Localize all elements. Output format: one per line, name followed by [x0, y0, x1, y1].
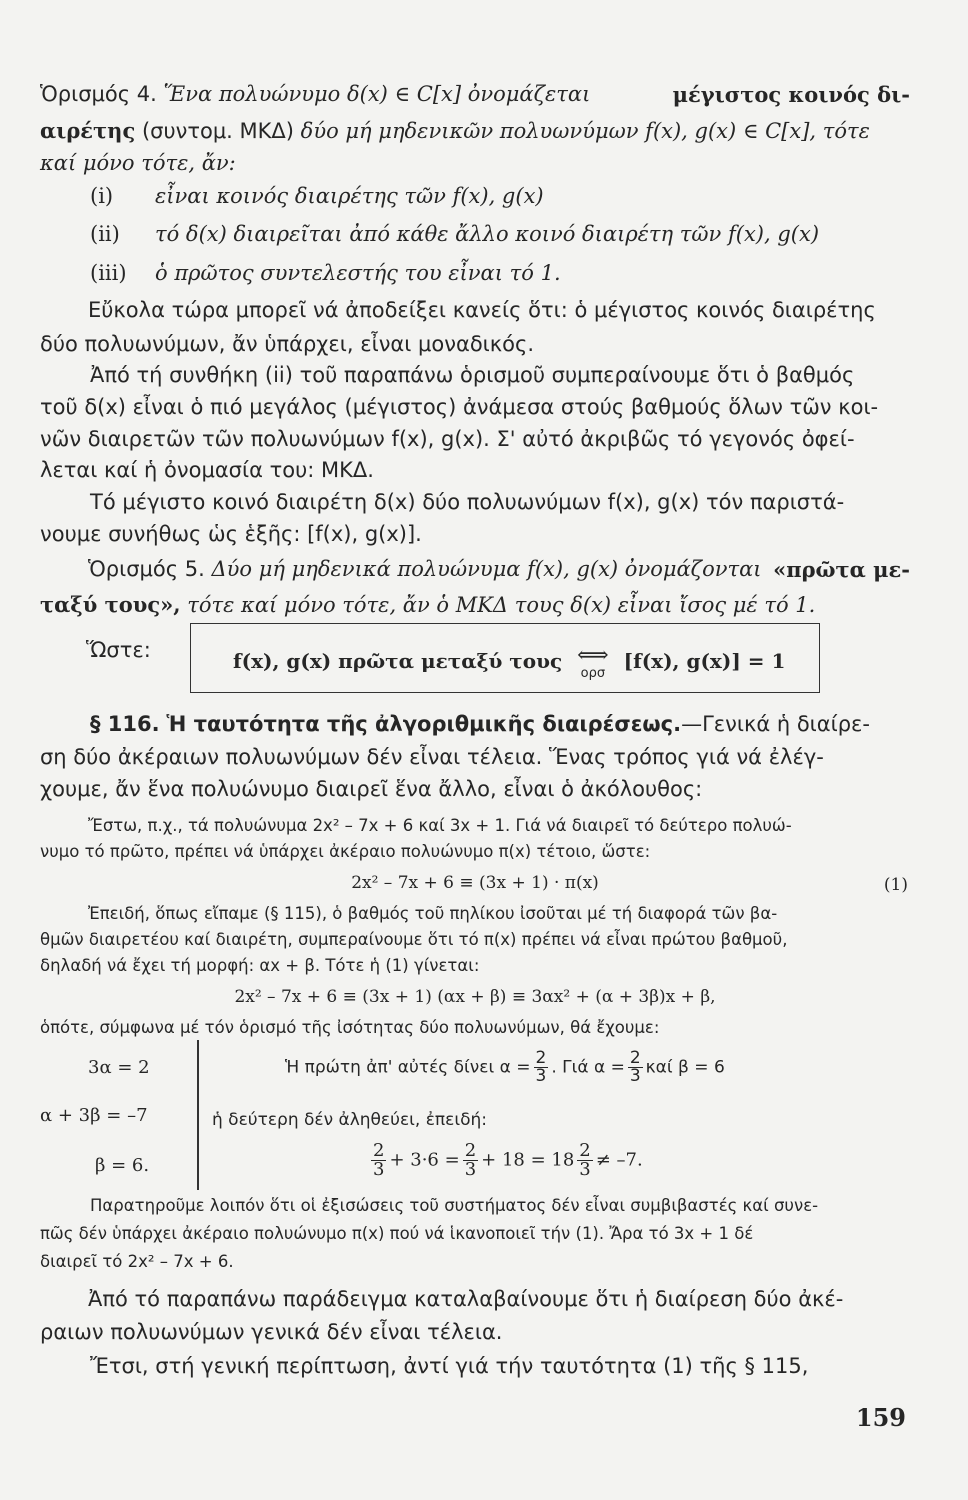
def4-item-num: (iii) [90, 261, 127, 285]
def4-item-text: εἶναι κοινός διαιρέτης τῶν f(x), g(x) [155, 184, 544, 208]
equation-1-number: (1) [883, 875, 908, 895]
para1-line: δύο πολυωνύμων, ἄν ὑπάρχει, εἶναι μοναδικός. [40, 332, 535, 356]
system-eq-c: β = 6. [95, 1155, 150, 1176]
para2-line: Ἀπό τή συνθήκη (ii) τοῦ παραπάνω ὁρισμοῦ συμπεραίνουμε ὅτι ὁ βαθμός [90, 363, 855, 387]
def5-line1: Ὁρισμός 5. Δύο μή μηδενικά πολυώνυμα f(x), g(x) ὀνομάζονται «πρῶτα με- [88, 557, 910, 582]
def4-item-text: ὁ πρῶτος συντελεστής του εἶναι τό 1. [155, 261, 561, 285]
system-divider [197, 1040, 199, 1190]
def4-item-num: (i) [90, 184, 114, 208]
closing-line: ραιων πολυωνύμων γενικά δέν εἶναι τέλεια. [40, 1320, 503, 1344]
example-line: Ἐπειδή, ὅπως εἴπαμε (§ 115), ὁ βαθμός τοῦ πηλίκου ἰσοῦται μέ τή διαφορά τῶν βα- [88, 904, 778, 923]
remark-line: πῶς δέν ὑπάρχει ἀκέραιο πολυώνυμο π(x) πού νά ἱκανοποιεῖ τήν (1). Ἄρα τό 3x + 1 δέ [40, 1224, 754, 1243]
para1-line: Εὔκολα τώρα μπορεῖ νά ἀποδείξει κανείς ὅτι: ὁ μέγιστος κοινός διαιρέτης [88, 298, 876, 322]
example-line: Ἔστω, π.χ., τά πολυώνυμα 2x² – 7x + 6 καί 3x + 1. Γιά νά διαιρεῖ τό δεύτερο πολυώ- [88, 816, 792, 835]
remark-line: διαιρεῖ τό 2x² – 7x + 6. [40, 1252, 234, 1271]
def5-line2: ταξύ τους», τότε καί μόνο τότε, ἄν ὁ ΜΚΔ τους δ(x) εἶναι ἴσος μέ τό 1. [40, 592, 816, 617]
system-eq-a: 3α = 2 [88, 1057, 150, 1078]
para2-line: λεται καί ἡ ὀνομασία του: ΜΚΔ. [40, 458, 374, 482]
system-eq-b: α + 3β = –7 [40, 1105, 148, 1126]
section-line: ση δύο ἀκέραιων πολυωνύμων δέν εἶναι τέλεια. Ἕνας τρόπος γιά νά ἐλέγ- [40, 745, 824, 769]
para3-line: Τό μέγιστο κοινό διαιρέτη δ(x) δύο πολυωνύμων f(x), g(x) τόν παριστά- [90, 490, 845, 514]
example-line: νυμο τό πρῶτο, πρέπει νά ὑπάρχει ἀκέραιο πολυώνυμο π(x) τέτοιο, ὥστε: [40, 842, 651, 861]
equation-2: 2x² – 7x + 6 ≡ (3x + 1) (αx + β) ≡ 3αx² + (α + 3β)x + β, [234, 987, 716, 1007]
example-line: δηλαδή νά ἔχει τή μορφή: αx + β. Τότε ἡ (1) γίνεται: [40, 956, 480, 975]
para2-line: νῶν διαιρετῶν τῶν πολυωνύμων f(x), g(x). Σ' αὐτό ἀκριβῶς τό γεγονός ὀφεί- [40, 427, 855, 451]
para3-line: νουμε συνήθως ὡς ἑξῆς: [f(x), g(x)]. [40, 522, 422, 546]
closing-line: Ἔτσι, στή γενική περίπτωση, ἀντί γιά τήν ταυτότητα (1) τῆς § 115, [90, 1354, 809, 1378]
remark-line: Παρατηροῦμε λοιπόν ὅτι οἱ ἐξισώσεις τοῦ συστήματος δέν εἶναι συμβιβαστές καί συνε- [90, 1196, 819, 1215]
boxed-formula: f(x), g(x) πρῶτα μεταξύ τους ⟺ ορσ [f(x), g(x)] = 1 [233, 643, 786, 681]
def4-line2: αιρέτης (συντομ. ΜΚΔ) δύο μή μηδενικῶν πολυωνύμων f(x), g(x) ∈ C[x], τότε [40, 118, 870, 143]
section-heading: § 116. Ἡ ταυτότητα τῆς ἀλγοριθμικῆς διαιρέσεως.—Γενικά ἡ διαίρε- [90, 712, 870, 736]
para2-line: τοῦ δ(x) εἶναι ὁ πιό μεγάλος (μέγιστος) ἀνάμεσα στούς βαθμούς ὅλων τῶν κοι- [40, 395, 879, 419]
system-remark-1: Ἡ πρώτη ἀπ' αὐτές δίνει α = $\frac{2}{3}$ . Γιά α = $\frac{2}{3}$ καί β = 6 [285, 1048, 725, 1086]
def4-line3: καί μόνο τότε, ἄν: [40, 151, 236, 175]
example-line: θμῶν διαιρετέου καί διαιρέτη, συμπεραίνουμε ὅτι τό π(x) πρέπει νά εἶναι πρώτου βαθμοῦ, [40, 930, 788, 949]
def4-item-text: τό δ(x) διαιρεῖται ἀπό κάθε ἄλλο κοινό διαιρέτη τῶν f(x), g(x) [155, 222, 820, 246]
equivalence-arrow-icon: ⟺ [577, 643, 609, 668]
page-number: 159 [855, 1403, 906, 1432]
def5-label: Ὁρισμός 5. [88, 557, 205, 581]
equation-1: 2x² – 7x + 6 ≡ (3x + 1) · π(x) [351, 873, 599, 893]
closing-line: Ἀπό τό παραπάνω παράδειγμα καταλαβαίνουμε ὅτι ἡ διαίρεση δύο ἀκέ- [88, 1287, 844, 1311]
section-line: χουμε, ἄν ἕνα πολυώνυμο διαιρεῖ ἕνα ἄλλο, εἶναι ὁ ἀκόλουθος: [40, 777, 703, 801]
def4-line1: Ὁρισμός 4. Ἕνα πολυώνυμο δ(x) ∈ C[x] ὀνομάζεται μέγιστος κοινός δι- [40, 82, 910, 107]
example-line: ὁπότε, σύμφωνα μέ τόν ὁρισμό τῆς ἰσότητας δύο πολυωνύμων, θά ἔχουμε: [40, 1018, 660, 1037]
system-remark-2: ἡ δεύτερη δέν ἀληθεύει, ἐπειδή: [212, 1110, 487, 1130]
boxed-prefix: Ὥστε: [86, 638, 151, 662]
def4-label: Ὁρισμός 4. [40, 82, 157, 106]
def4-item-num: (ii) [90, 222, 120, 246]
system-remark-3: $\frac{2}{3}$ + 3·6 = $\frac{2}{3}$ + 18 = 18 $\frac{2}{3}$ ≠ –7. [373, 1140, 643, 1180]
